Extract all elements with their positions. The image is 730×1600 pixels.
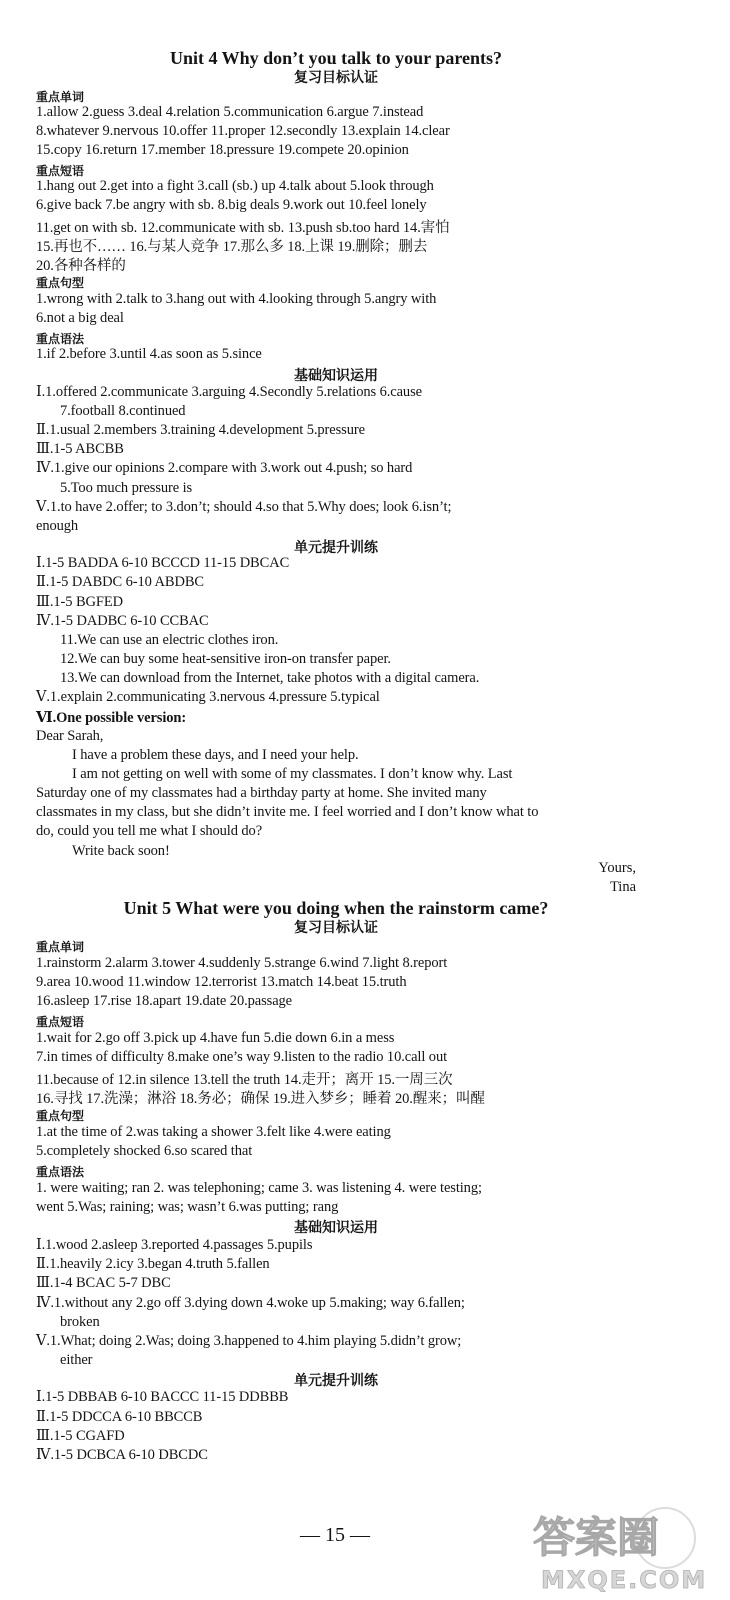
unit5-basic-line: Ⅴ.1.What; doing 2.Was; doing 3.happened to 4.him playing 5.didn’t grow; — [36, 1333, 462, 1349]
unit5-train-line: Ⅰ.1-5 DBBAB 6-10 BACCC 11-15 DDBBB — [36, 1389, 289, 1405]
unit5-train-line: Ⅲ.1-5 CGAFD — [36, 1428, 125, 1444]
unit4-vocab-line: 8.whatever 9.nervous 10.offer 11.proper 12.secondly 13.explain 14.clear — [36, 123, 450, 139]
unit4-basic-line: Ⅲ.1-5 ABCBB — [36, 441, 124, 457]
unit4-train-line: Ⅳ.1-5 DADBC 6-10 CCBAC — [36, 613, 209, 629]
unit5-vocab-label: 重点单词 — [36, 940, 85, 954]
unit5-grammar-label: 重点语法 — [36, 1165, 85, 1179]
unit5-train-line: Ⅱ.1-5 DDCCA 6-10 BBCCB — [36, 1409, 203, 1425]
unit4-train-line: Ⅴ.1.explain 2.communicating 3.nervous 4.pressure 5.typical — [36, 689, 380, 705]
unit5-vocab-line: 1.rainstorm 2.alarm 3.tower 4.suddenly 5.strange 6.wind 7.light 8.report — [36, 955, 448, 971]
unit4-sentence-line: 1.wrong with 2.talk to 3.hang out with 4.looking through 5.angry with — [36, 291, 437, 307]
unit5-vocab-line: 9.area 10.wood 11.window 12.terrorist 13.match 14.beat 15.truth — [36, 974, 407, 990]
unit5-grammar-line: went 5.Was; raining; was; wasn’t 6.was putting; rang — [36, 1199, 339, 1215]
unit4-essay-line: I have a problem these days, and I need your help. — [72, 747, 359, 763]
unit4-basic-title: 基础知识运用 — [294, 368, 378, 384]
unit4-phrase-line: 15.再也不…… 16.与某人竞争 17.那么多 18.上课 19.删除；删去 — [36, 239, 428, 255]
unit4-essay-line: do, could you tell me what I should do? — [36, 823, 263, 839]
unit5-grammar-line: 1. were waiting; ran 2. was telephoning; came 3. was listening 4. were testing; — [36, 1180, 482, 1196]
unit5-phrase-line: 16.寻找 17.洗澡；淋浴 18.务必；确保 19.进入梦乡；睡着 20.醒来；叫醒 — [36, 1091, 485, 1107]
unit4-phrase-label: 重点短语 — [36, 164, 85, 178]
unit5-phrase-label: 重点短语 — [36, 1015, 85, 1029]
unit5-basic-line: either — [60, 1352, 93, 1368]
watermark-logo — [515, 1500, 715, 1595]
unit4-phrase-line: 1.hang out 2.get into a fight 3.call (sb.) up 4.talk about 5.look through — [36, 178, 434, 194]
unit5-basic-line: Ⅲ.1-4 BCAC 5-7 DBC — [36, 1275, 171, 1291]
unit5-vocab-line: 16.asleep 17.rise 18.apart 19.date 20.passage — [36, 993, 293, 1009]
unit4-essay-line: classmates in my class, but she didn’t invite me. I feel worried and I don’t know what to — [36, 804, 539, 820]
unit5-basic-title: 基础知识运用 — [294, 1220, 378, 1236]
unit4-review-subtitle: 复习目标认证 — [294, 70, 378, 86]
watermark-bottom-text: MXQE.COM — [541, 1566, 708, 1594]
unit4-vocab-label: 重点单词 — [36, 90, 85, 104]
unit4-train-line: 11.We can use an electric clothes iron. — [60, 632, 279, 648]
unit5-basic-line: Ⅱ.1.heavily 2.icy 3.began 4.truth 5.fallen — [36, 1256, 270, 1272]
unit4-basic-line: Ⅰ.1.offered 2.communicate 3.arguing 4.Secondly 5.relations 6.cause — [36, 384, 422, 400]
unit4-basic-line: enough — [36, 518, 79, 534]
unit4-basic-line: Ⅳ.1.give our opinions 2.compare with 3.work out 4.push; so hard — [36, 460, 413, 476]
unit5-phrase-line: 1.wait for 2.go off 3.pick up 4.have fun 5.die down 6.in a mess — [36, 1030, 395, 1046]
unit4-basic-line: Ⅱ.1.usual 2.members 3.training 4.development 5.pressure — [36, 422, 365, 438]
unit5-train-title: 单元提升训练 — [294, 1373, 378, 1389]
unit5-phrase-line: 11.because of 12.in silence 13.tell the truth 14.走开；离开 15.一周三次 — [36, 1072, 453, 1088]
unit5-phrase-line: 7.in times of difficulty 8.make one’s way 9.listen to the radio 10.call out — [36, 1049, 448, 1065]
unit4-phrase-line: 6.give back 7.be angry with sb. 8.big deals 9.work out 10.feel lonely — [36, 197, 427, 213]
unit4-basic-line: 5.Too much pressure is — [60, 480, 193, 496]
unit5-train-line: Ⅳ.1-5 DCBCA 6-10 DBCDC — [36, 1447, 208, 1463]
unit4-essay-line: Write back soon! — [72, 843, 170, 859]
unit5-sentence-line: 1.at the time of 2.was taking a shower 3.felt like 4.were eating — [36, 1124, 391, 1140]
unit4-grammar-label: 重点语法 — [36, 332, 85, 346]
unit4-phrase-line: 11.get on with sb. 12.communicate with sb. 13.push sb.too hard 14.害怕 — [36, 220, 450, 236]
unit4-train-line: Ⅱ.1-5 DABDC 6-10 ABDBC — [36, 574, 204, 590]
unit5-basic-line: broken — [60, 1314, 100, 1330]
unit4-sentence-line: 6.not a big deal — [36, 310, 124, 326]
unit4-closing: Yours, — [598, 860, 636, 876]
unit4-train-title: 单元提升训练 — [294, 540, 378, 556]
unit4-basic-line: Ⅴ.1.to have 2.offer; to 3.don’t; should 4.so that 5.Why does; look 6.isn’t; — [36, 499, 452, 515]
unit4-essay-label: Ⅵ.One possible version: — [36, 710, 187, 726]
unit4-title: Unit 4 Why don’t you talk to your parents? — [169, 48, 503, 68]
unit5-title: Unit 5 What were you doing when the rainstorm came? — [123, 898, 549, 918]
unit4-phrase-line: 20.各种各样的 — [36, 258, 126, 274]
watermark-top-text: 答案圈 — [533, 1513, 660, 1562]
unit4-train-line: 12.We can buy some heat-sensitive iron-on transfer paper. — [60, 651, 391, 667]
unit4-train-line: 13.We can download from the Internet, take photos with a digital camera. — [60, 670, 480, 686]
unit5-sentence-line: 5.completely shocked 6.so scared that — [36, 1143, 253, 1159]
unit4-train-line: Ⅰ.1-5 BADDA 6-10 BCCCD 11-15 DBCAC — [36, 555, 290, 571]
unit4-essay-line: Dear Sarah, — [36, 728, 104, 744]
unit4-vocab-line: 15.copy 16.return 17.member 18.pressure 19.compete 20.opinion — [36, 142, 409, 158]
unit5-basic-line: Ⅳ.1.without any 2.go off 3.dying down 4.woke up 5.making; way 6.fallen; — [36, 1295, 465, 1311]
unit5-sentence-label: 重点句型 — [36, 1109, 85, 1123]
unit5-basic-line: Ⅰ.1.wood 2.asleep 3.reported 4.passages 5.pupils — [36, 1237, 313, 1253]
unit4-essay-line: I am not getting on well with some of my classmates. I don’t know why. Last — [72, 766, 513, 782]
page-number: — 15 — — [300, 1524, 370, 1546]
unit4-essay-line: Saturday one of my classmates had a birthday party at home. She invited many — [36, 785, 487, 801]
unit4-train-line: Ⅲ.1-5 BGFED — [36, 594, 123, 610]
unit4-vocab-line: 1.allow 2.guess 3.deal 4.relation 5.communication 6.argue 7.instead — [36, 104, 424, 120]
unit5-review-subtitle: 复习目标认证 — [294, 920, 378, 936]
unit4-signature: Tina — [609, 879, 636, 895]
unit4-sentence-label: 重点句型 — [36, 276, 85, 290]
unit4-grammar-line: 1.if 2.before 3.until 4.as soon as 5.since — [36, 346, 262, 362]
unit4-basic-line: 7.football 8.continued — [60, 403, 186, 419]
